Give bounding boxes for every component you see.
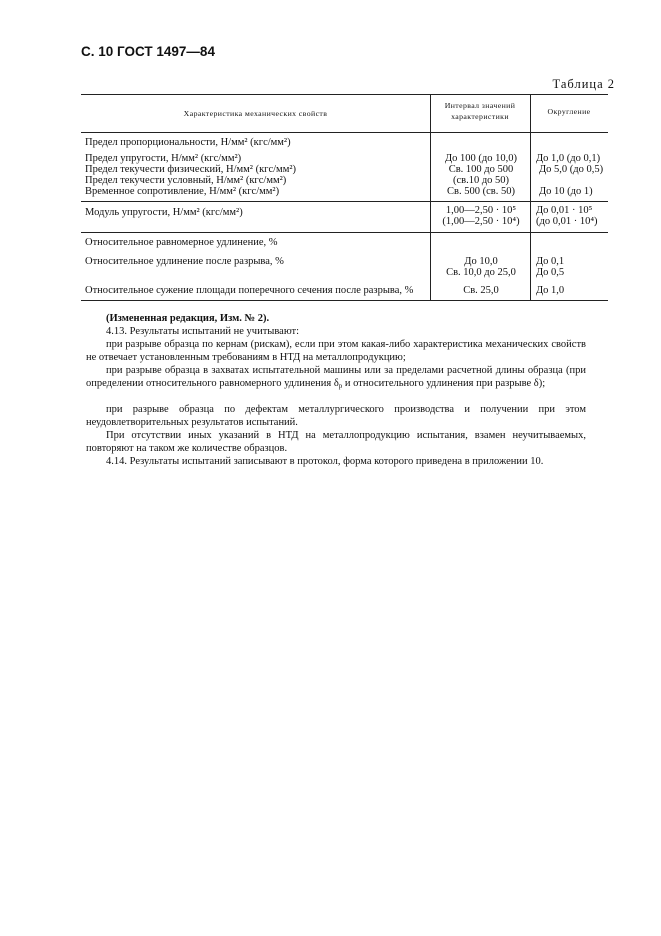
round-1-0-area: До 1,0 (536, 285, 565, 296)
round-0-1: До 0,1 (536, 256, 565, 267)
range-over-25: Св. 25,0 (463, 285, 499, 296)
row-label-elasticity-limit: Предел упругости, Н/мм² (кгс/мм²) (85, 153, 242, 164)
paragraph-rupture-grips-text: при разрыве образца в захватах испытательной машины или за пределами расчетной длины образца (при определении относительного равномерного удлинения δ (86, 365, 586, 390)
round-10: До 10 (до 1) (539, 186, 593, 197)
range-over-500: Св. 500 (св. 50) (447, 186, 515, 197)
paragraph-rupture-marks: при разрыве образца по кернам (рискам), если при этом какая-либо характеристика механических свойств не отвечает установленным требованиям в НТД на металлопродукцию; (86, 339, 586, 364)
table-group-divider-2 (81, 232, 608, 233)
row-label-elongation-after-rupture: Относительное удлинение после разрыва, % (85, 256, 284, 267)
paragraph-repeat-tests: При отсутствии иных указаний в НТД на металлопродукцию испытания, взамен неучитываемых, повторяют на таком же количестве образцов. (86, 430, 586, 455)
range-100-500: Св. 100 до 500 (448, 164, 514, 175)
round-1-0: До 1,0 (до 0,1) (536, 153, 601, 164)
table-group-divider-1 (81, 201, 608, 202)
clause-4-13: 4.13. Результаты испытаний не учитывают: (106, 326, 300, 337)
range-modulus-kgf: (1,00—2,50 · 10⁴) (442, 216, 520, 227)
round-modulus-kgf: (до 0,01 · 10⁴) (536, 216, 598, 227)
table-bottom-border (81, 300, 608, 301)
header-range-line1: Интервал значений (444, 101, 516, 110)
row-label-elastic-modulus: Модуль упругости, Н/мм² (кгс/мм²) (85, 207, 243, 218)
range-10-50: (св.10 до 50) (452, 175, 510, 186)
delta-subscript: р (338, 382, 343, 391)
edition-note: (Измененная редакция, Изм. № 2). (106, 313, 270, 324)
paragraph-rupture-defects: при разрыве образца по дефектам металлургического производства и получении при этом неудовлетворительных результатов испытаний. (86, 404, 586, 429)
table-header-border (81, 132, 608, 133)
range-upto-10: До 10,0 (464, 256, 498, 267)
table-label: Таблица 2 (552, 77, 615, 91)
header-rounding: Округление (547, 107, 591, 116)
row-label-tensile-strength: Временное сопротивление, Н/мм² (кгс/мм²) (85, 186, 280, 197)
range-upto-100: До 100 (до 10,0) (445, 153, 517, 164)
table-top-border (81, 94, 608, 95)
range-10-25: Св. 10,0 до 25,0 (446, 267, 516, 278)
row-label-uniform-elongation: Относительное равномерное удлинение, % (85, 237, 278, 248)
round-5-0: До 5,0 (до 0,5) (539, 164, 604, 175)
paragraph-rupture-grips (86, 364, 586, 390)
page-header: С. 10 ГОСТ 1497—84 (81, 44, 215, 59)
row-label-yield-conditional: Предел текучести условный, Н/мм² (кгс/мм²) (85, 175, 287, 186)
row-label-proportionality: Предел пропорциональности, Н/мм² (кгс/мм²) (85, 137, 291, 148)
paragraph-rupture-grips-tail: и относительного удлинения при разрыве δ); (342, 378, 546, 390)
row-label-reduction-of-area: Относительное сужение площади поперечного сечения после разрыва, % (85, 285, 414, 296)
round-modulus-si: До 0,01 · 10⁵ (536, 205, 593, 216)
row-label-yield-physical: Предел текучести физический, Н/мм² (кгс/мм²) (85, 164, 296, 175)
range-modulus-si: 1,00—2,50 · 10⁵ (445, 205, 517, 216)
header-characteristic: Характеристика механических свойств (183, 109, 328, 118)
header-range-line2: характеристики (451, 112, 509, 121)
clause-4-14: 4.14. Результаты испытаний записывают в протокол, форма которого приведена в приложении 10. (106, 456, 544, 467)
round-0-5: До 0,5 (536, 267, 565, 278)
